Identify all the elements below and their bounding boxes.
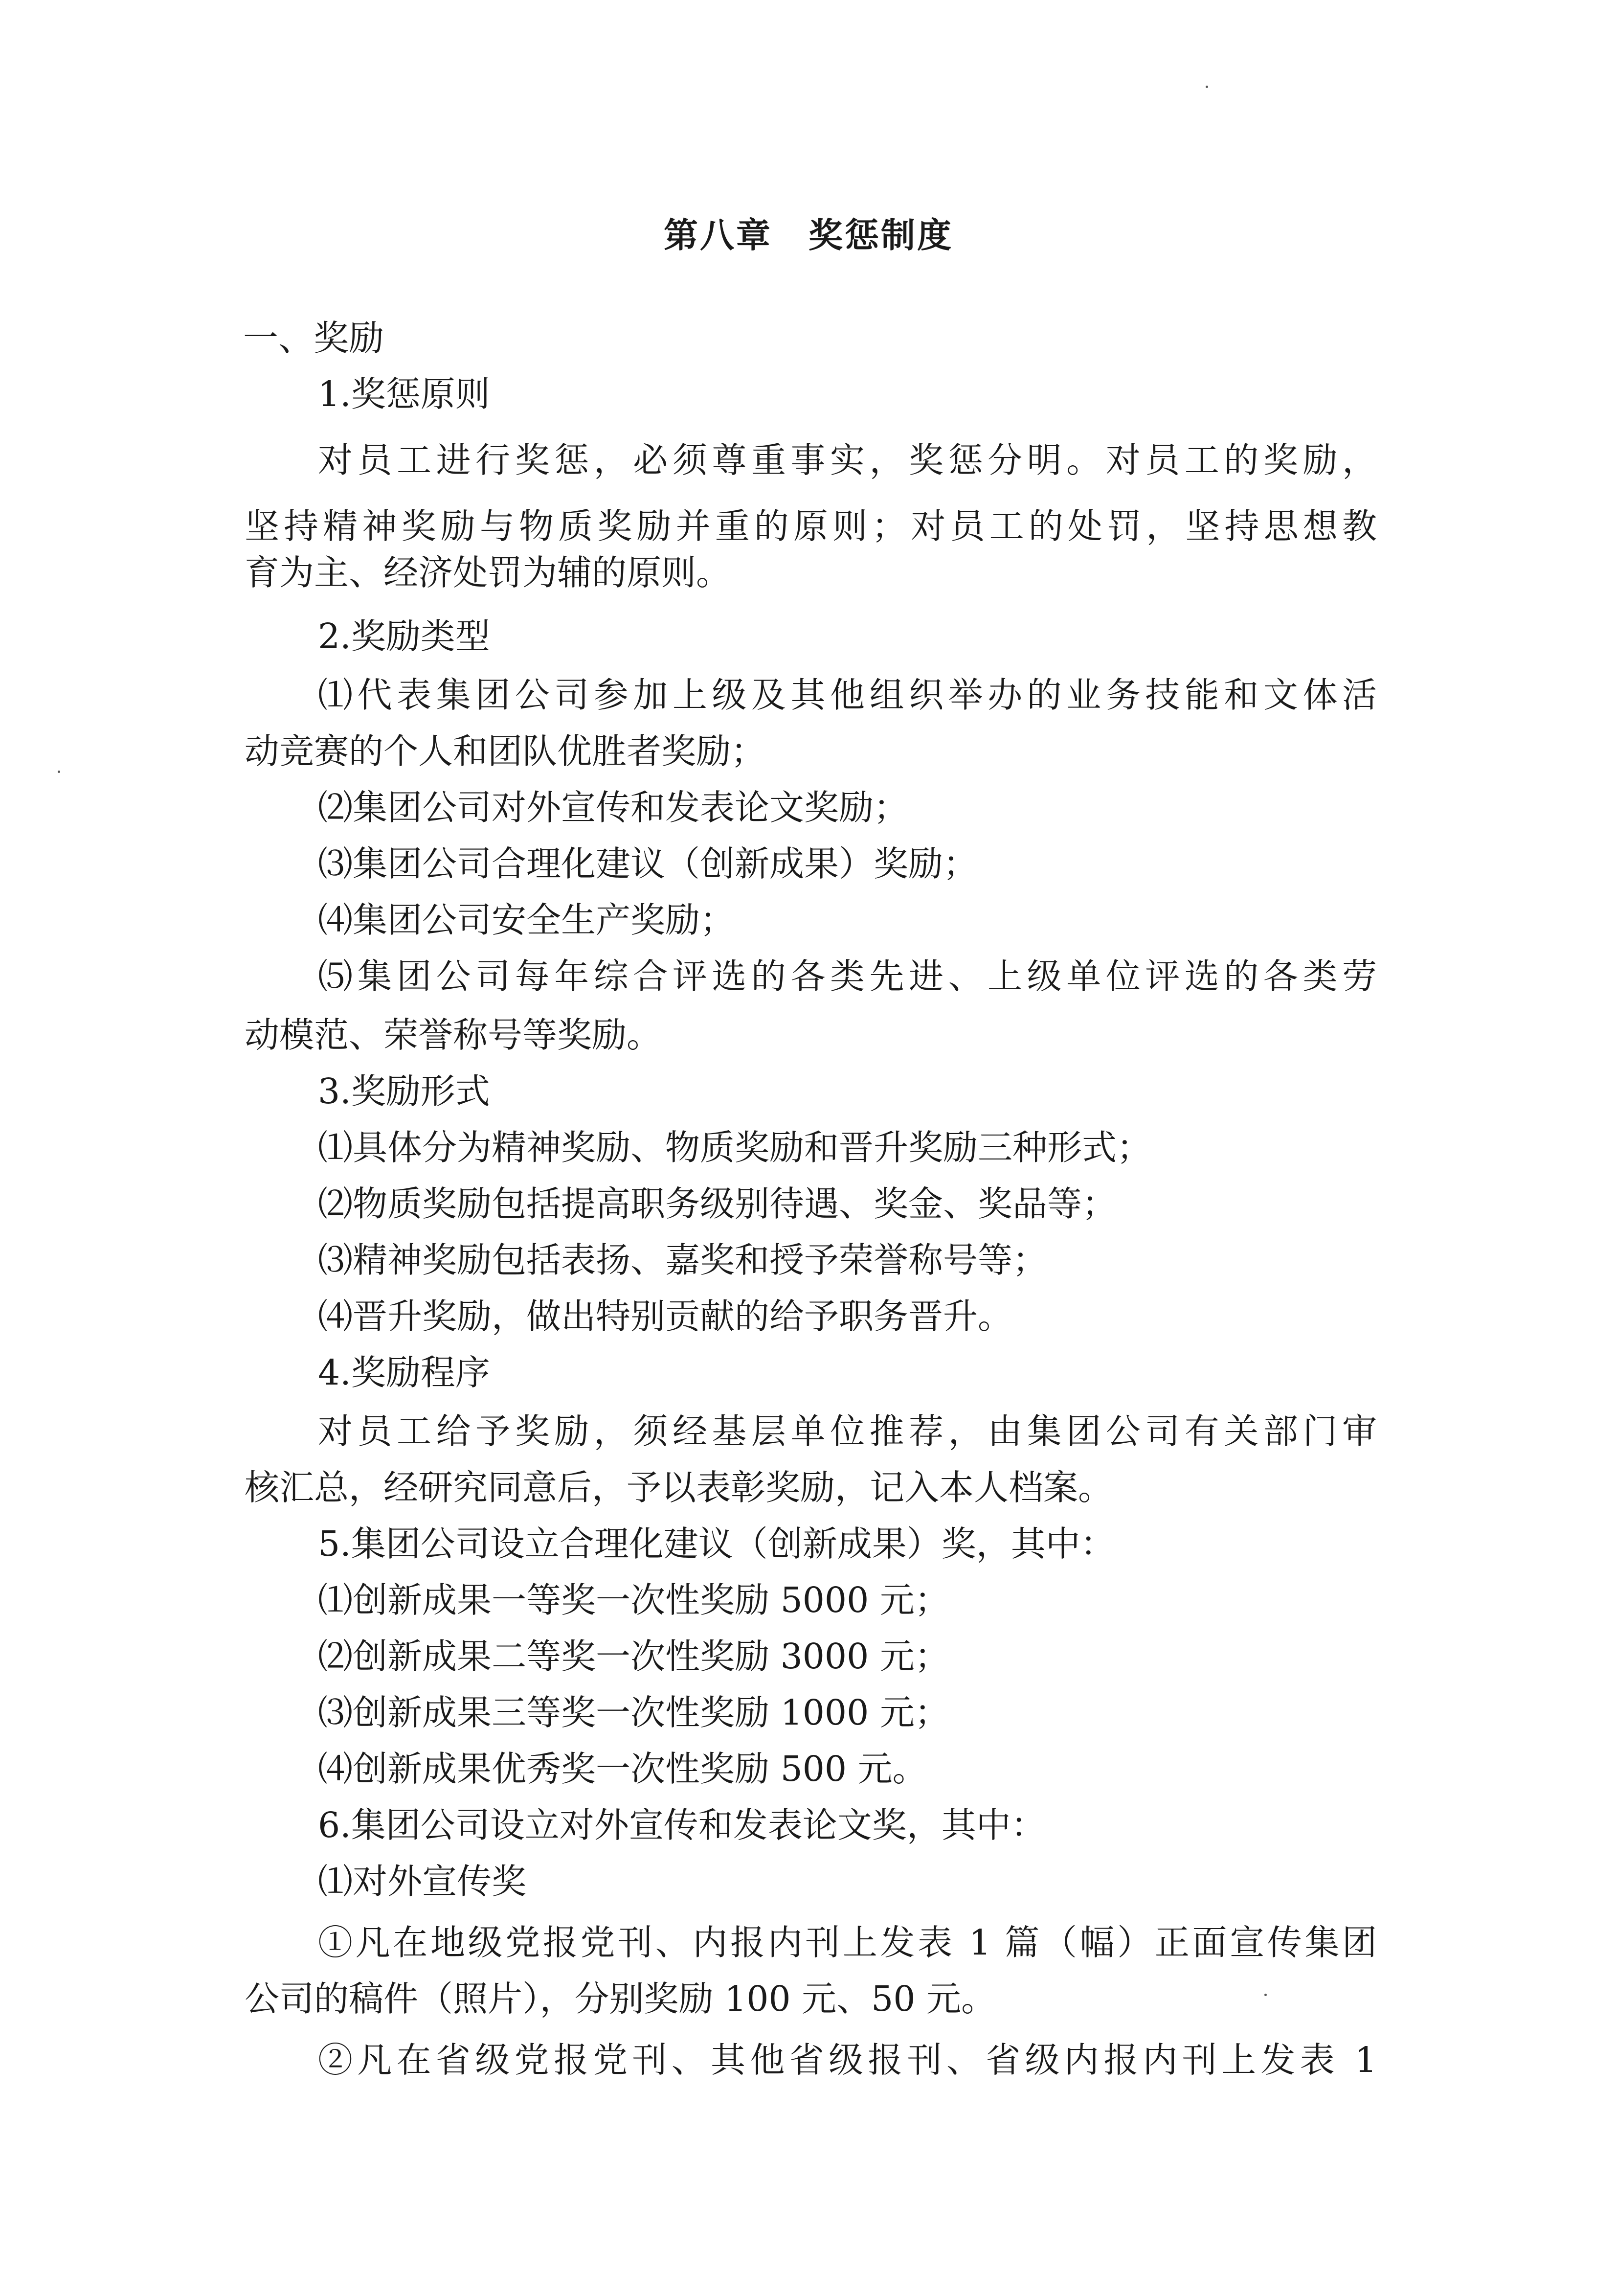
paragraph-line: 对员工给予奖励，须经基层单位推荐，由集团公司有关部门审 bbox=[318, 1411, 1377, 1452]
list-item: ⑸集团公司每年综合评选的各类先进、上级单位评选的各类劳 bbox=[318, 956, 1377, 997]
list-item: ②凡在省级党报党刊、其他省级报刊、省级内报内刊上发表 1 bbox=[318, 2040, 1377, 2080]
paragraph-line: 育为主、经济处罚为辅的原则。 bbox=[245, 552, 731, 593]
subheading: 6.集团公司设立对外宣传和发表论文奖，其中： bbox=[318, 1805, 1046, 1845]
list-item: 公司的稿件（照片），分别奖励 100 元、50 元。 bbox=[245, 1978, 996, 2019]
list-item: ⑵物质奖励包括提高职务级别待遇、奖金、奖品等； bbox=[318, 1183, 1117, 1224]
list-item: ⑷创新成果优秀奖一次性奖励 500 元。 bbox=[318, 1749, 927, 1789]
subheading: 1.奖惩原则 bbox=[318, 374, 490, 414]
list-item: ⑴创新成果一等奖一次性奖励 5000 元； bbox=[318, 1580, 949, 1620]
subheading: 3.奖励形式 bbox=[318, 1071, 490, 1112]
list-item: ⑵集团公司对外宣传和发表论文奖励； bbox=[318, 787, 909, 828]
list-item: ⑷集团公司安全生产奖励； bbox=[318, 900, 735, 940]
paragraph-line: 对员工进行奖惩，必须尊重事实，奖惩分明。对员工的奖励， bbox=[318, 440, 1377, 480]
list-item: ①凡在地级党报党刊、内报内刊上发表 1 篇（幅）正面宣传集团 bbox=[318, 1922, 1377, 1963]
scan-speck bbox=[1264, 1994, 1267, 1996]
paragraph-line: 核汇总，经研究同意后，予以表彰奖励，记入本人档案。 bbox=[245, 1467, 1113, 1508]
subheading: 4.奖励程序 bbox=[318, 1352, 490, 1393]
list-item: ⑴对外宣传奖 bbox=[318, 1861, 527, 1902]
subheading: 5.集团公司设立合理化建议（创新成果）奖，其中： bbox=[318, 1523, 1115, 1564]
subheading: 2.奖励类型 bbox=[318, 616, 490, 657]
list-item: ⑵创新成果二等奖一次性奖励 3000 元； bbox=[318, 1636, 949, 1677]
page-title: 第八章 奖惩制度 bbox=[664, 215, 953, 255]
scan-speck bbox=[58, 771, 60, 773]
paragraph-line: 坚持精神奖励与物质奖励并重的原则；对员工的处罚，坚持思想教 bbox=[245, 506, 1377, 546]
list-item: 动竞赛的个人和团队优胜者奖励； bbox=[245, 731, 766, 772]
scan-speck bbox=[1206, 86, 1208, 88]
list-item: ⑶精神奖励包括表扬、嘉奖和授予荣誉称号等； bbox=[318, 1240, 1048, 1280]
list-item: ⑴具体分为精神奖励、物质奖励和晋升奖励三种形式； bbox=[318, 1127, 1152, 1168]
list-item: ⑷晋升奖励，做出特别贡献的给予职务晋升。 bbox=[318, 1296, 1013, 1337]
section-heading: 一、奖励 bbox=[243, 318, 384, 359]
list-item: ⑶集团公司合理化建议（创新成果）奖励； bbox=[318, 843, 978, 884]
list-item: 动模范、荣誉称号等奖励。 bbox=[245, 1015, 662, 1055]
list-item: ⑶创新成果三等奖一次性奖励 1000 元； bbox=[318, 1692, 949, 1733]
list-item: ⑴代表集团公司参加上级及其他组织举办的业务技能和文体活 bbox=[318, 675, 1377, 715]
